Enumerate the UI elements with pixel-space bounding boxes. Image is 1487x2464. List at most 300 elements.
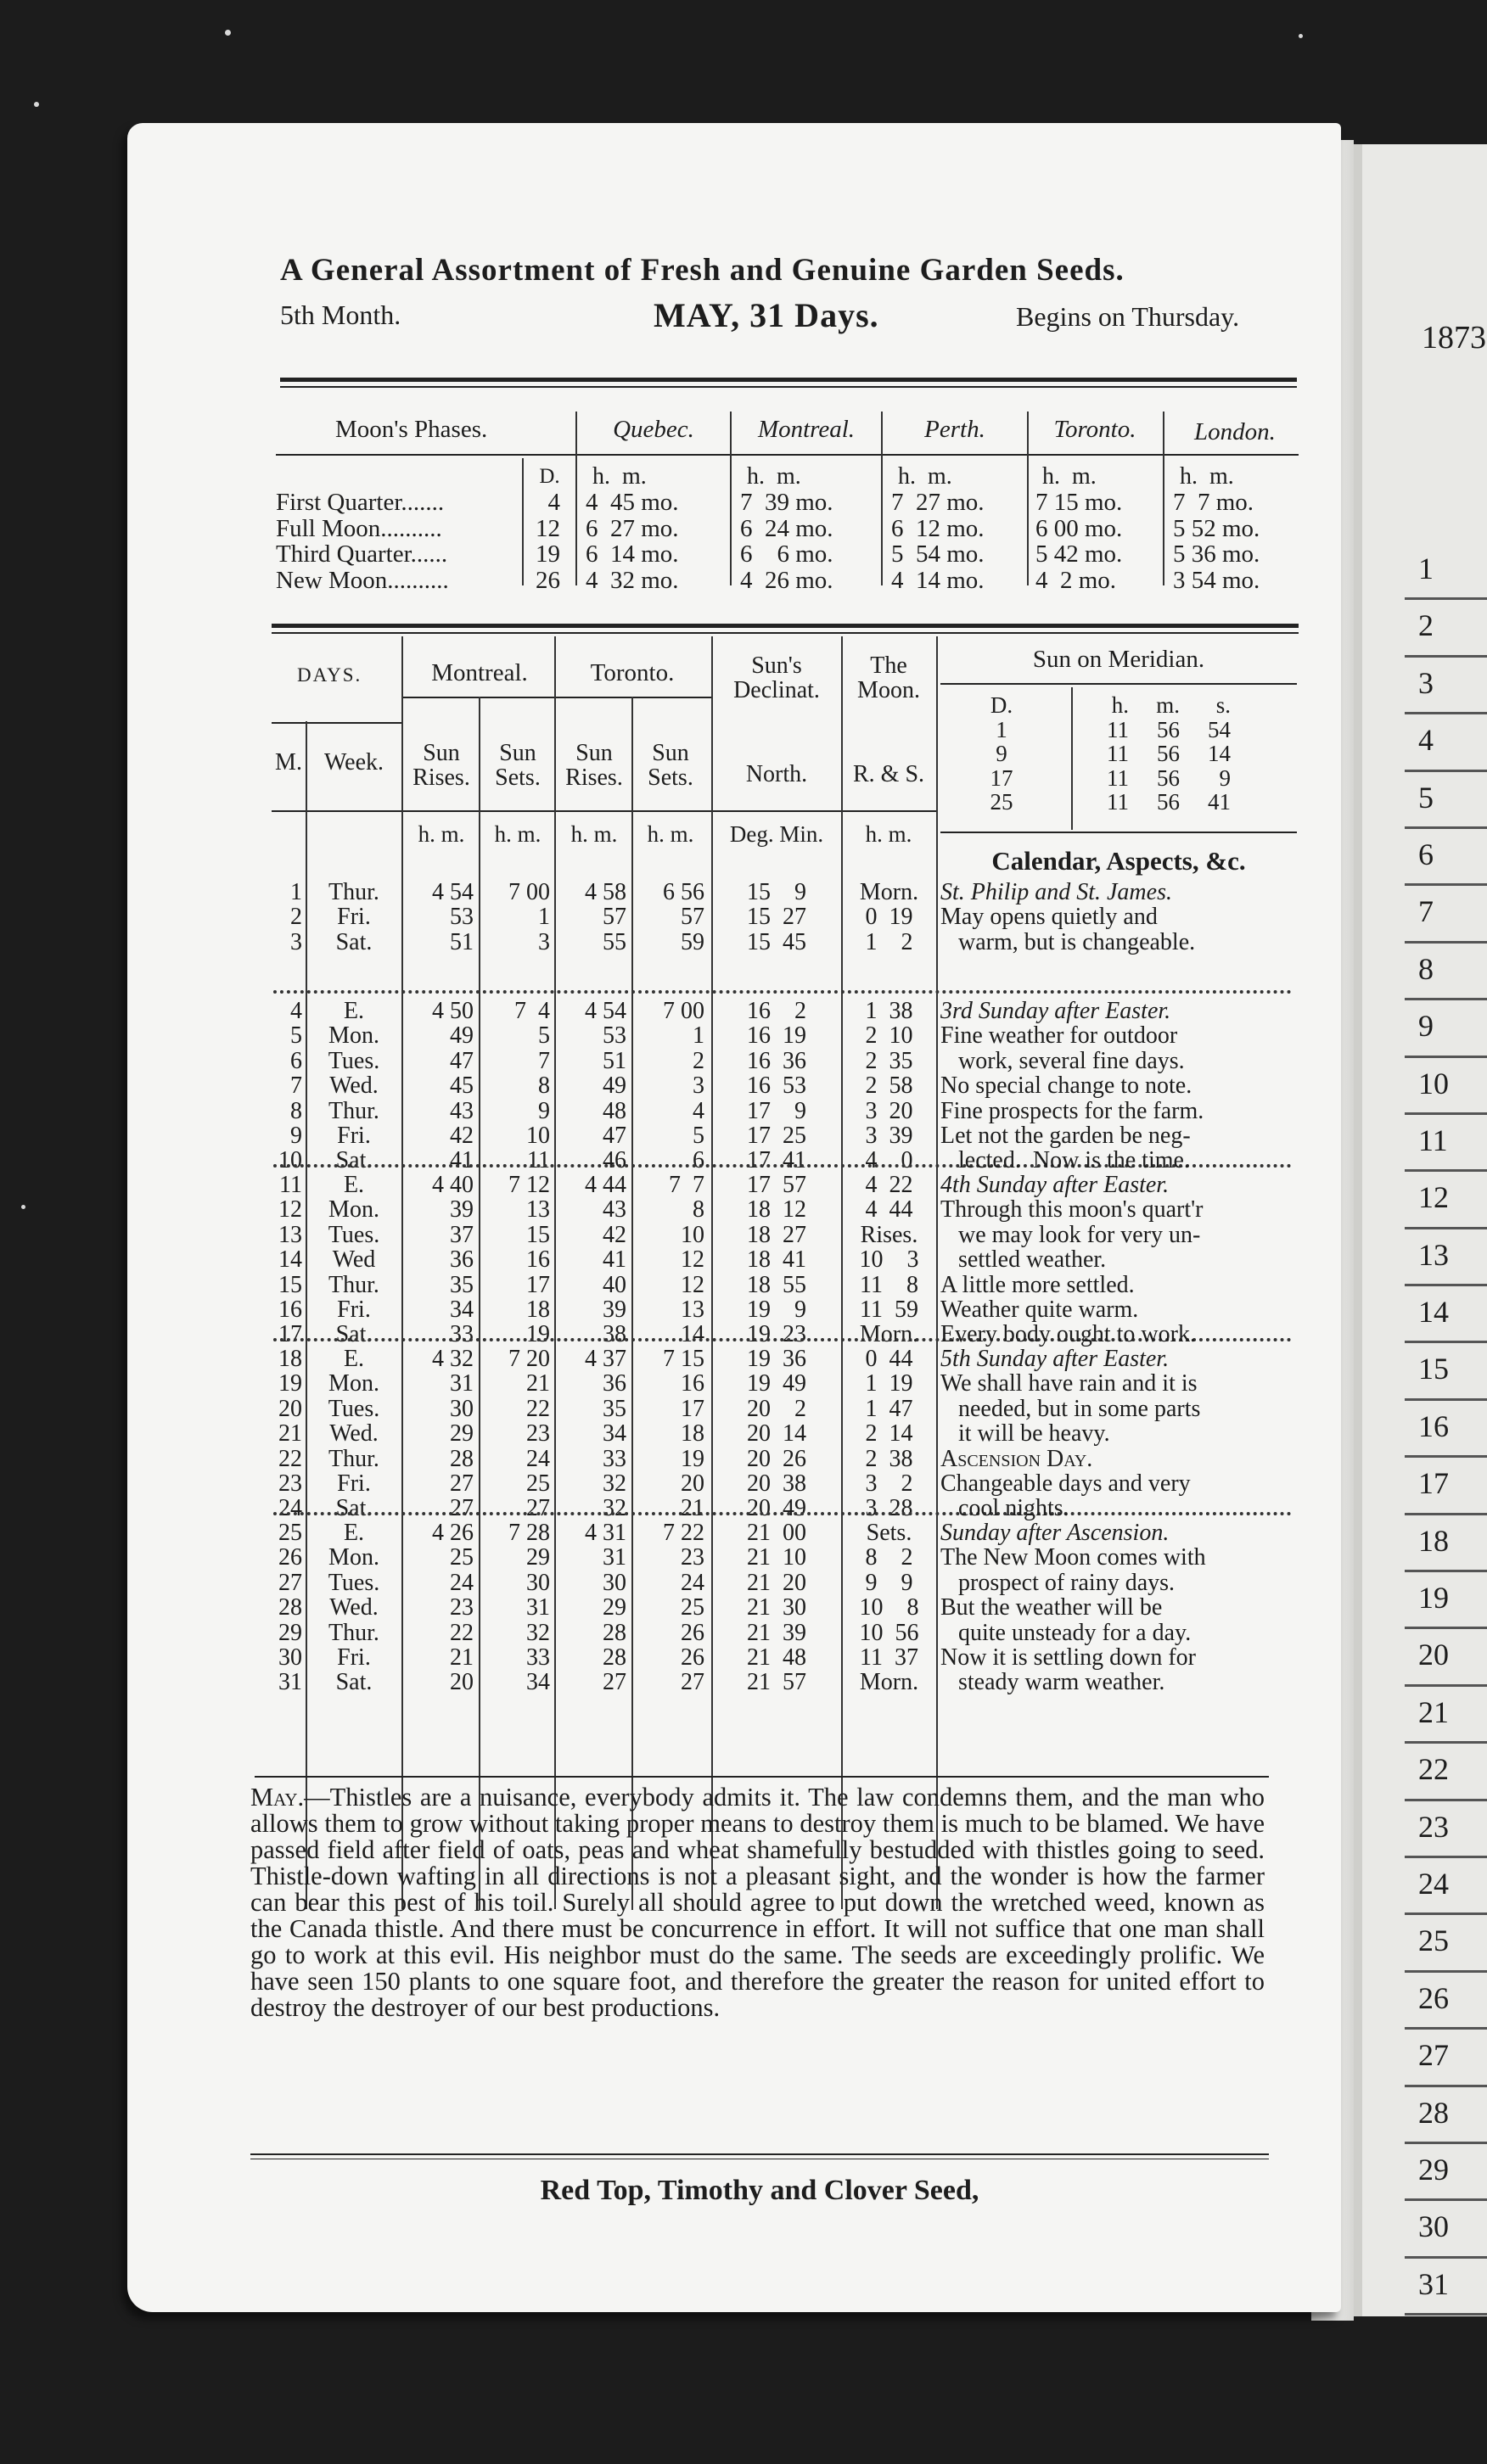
moon-phase-time: 4 26 mo. bbox=[740, 566, 833, 594]
calendar-note-line: work, several fine days. bbox=[940, 1047, 1185, 1074]
day-cell-moon: 3 2 bbox=[865, 1470, 913, 1497]
notes-paragraph bbox=[250, 1784, 1265, 2021]
day-cell-week: Fri. bbox=[337, 1470, 371, 1497]
day-cell-mtl-rise: 4 50 bbox=[432, 998, 474, 1024]
calendar-week-notes bbox=[940, 999, 1297, 1173]
meridian-column-s bbox=[1188, 693, 1231, 815]
moon-phase-time: 7 7 mo. bbox=[1173, 489, 1254, 516]
day-cell-mtl-rise: 22 bbox=[450, 1619, 474, 1646]
notes-lead: May. bbox=[250, 1783, 305, 1812]
facing-page-day: 21 bbox=[1405, 1687, 1487, 1744]
day-cell-mtl-set: 5 bbox=[538, 1022, 550, 1050]
day-cell-decl: 20 2 bbox=[747, 1395, 806, 1422]
day-cell-week: Wed. bbox=[329, 1594, 379, 1621]
day-cell-decl: 18 41 bbox=[747, 1246, 806, 1274]
facing-page-day: 10 bbox=[1405, 1058, 1487, 1115]
day-cell-decl: 16 53 bbox=[747, 1072, 806, 1100]
day-cell-m: 3 bbox=[290, 928, 302, 955]
day-cell-week: Thur. bbox=[328, 1271, 379, 1298]
col-divider bbox=[841, 636, 843, 1909]
facing-page-day: 23 bbox=[1405, 1801, 1487, 1858]
sun-meridian-header: Sun on Meridian. bbox=[1032, 646, 1205, 673]
day-cell-m: 7 bbox=[290, 1072, 302, 1100]
day-cell-m: 28 bbox=[278, 1594, 302, 1621]
city-london: London. bbox=[1194, 418, 1276, 445]
meridian-column-d bbox=[942, 693, 1061, 815]
day-cell-mtl-rise: 41 bbox=[450, 1147, 474, 1174]
moon-phase-time-column bbox=[740, 490, 833, 593]
day-cell-m: 14 bbox=[278, 1246, 302, 1274]
meridian-cell: 11 bbox=[1107, 716, 1129, 742]
meridian-cell: 9 bbox=[996, 741, 1007, 766]
rule-thin bbox=[272, 810, 938, 812]
day-cell-moon: 0 44 bbox=[865, 1346, 913, 1372]
calendar-note-line: But the weather will be bbox=[940, 1594, 1163, 1621]
day-cell-mtl-rise: 20 bbox=[450, 1669, 474, 1696]
day-cell-mtl-set: 7 20 bbox=[508, 1346, 550, 1372]
day-cell-moon: 2 14 bbox=[865, 1420, 913, 1448]
facing-page-day: 24 bbox=[1405, 1858, 1487, 1915]
day-cell-mtl-set: 7 12 bbox=[508, 1172, 550, 1198]
day-cell-mtl-set: 16 bbox=[526, 1246, 550, 1274]
day-cell-tor-rise: 51 bbox=[603, 1047, 626, 1074]
meridian-cell: 25 bbox=[990, 789, 1013, 815]
meridian-cell: m. bbox=[1156, 692, 1180, 718]
facing-page-day: 16 bbox=[1405, 1401, 1487, 1458]
day-cell-mtl-rise: 42 bbox=[450, 1123, 474, 1149]
day-cell-moon: 1 38 bbox=[865, 998, 913, 1024]
day-cell-moon: 10 3 bbox=[859, 1246, 919, 1274]
moon-phase-days bbox=[526, 490, 560, 593]
rule-thin bbox=[403, 697, 713, 698]
calendar-note-line: A little more settled. bbox=[940, 1271, 1135, 1298]
day-cell-mtl-rise: 23 bbox=[450, 1594, 474, 1621]
rule-thin bbox=[940, 683, 1297, 685]
moon-phase-time: 6 27 mo. bbox=[586, 514, 679, 542]
hm-label: h. m. bbox=[418, 821, 465, 847]
day-cell-decl: 16 2 bbox=[747, 998, 806, 1024]
calendar-week-title: 5th Sunday after Easter. bbox=[940, 1346, 1170, 1372]
day-cell-week: Thur. bbox=[328, 1445, 379, 1472]
day-cell-tor-rise: 39 bbox=[603, 1296, 626, 1323]
day-cell-mtl-rise: 36 bbox=[450, 1246, 474, 1274]
moon-phase-time: 4 2 mo. bbox=[1035, 566, 1117, 594]
day-cell-mtl-rise: 30 bbox=[450, 1395, 474, 1422]
day-cell-moon: 10 56 bbox=[859, 1619, 919, 1646]
city-montreal: Montreal. bbox=[757, 416, 856, 443]
day-cell-week: Sat. bbox=[335, 1669, 373, 1696]
moon-phase-name: Third Quarter...... bbox=[276, 540, 448, 568]
day-cell-mtl-set: 7 4 bbox=[514, 998, 550, 1024]
meridian-cell: 9 bbox=[1219, 764, 1231, 791]
facing-page-day: 25 bbox=[1405, 1915, 1487, 1972]
moon-phase-day: 4 bbox=[547, 489, 560, 516]
day-cell-tor-set: 17 bbox=[681, 1395, 704, 1422]
day-cell-tor-rise: 46 bbox=[603, 1147, 626, 1174]
day-cell-moon: 2 58 bbox=[865, 1072, 913, 1100]
hm-label: h. m. bbox=[647, 821, 694, 847]
moon-phase-time: 4 32 mo. bbox=[586, 566, 679, 594]
facing-page-day: 1 bbox=[1405, 543, 1487, 600]
day-cell-decl: 18 12 bbox=[747, 1196, 806, 1224]
hm-label: h. m. bbox=[494, 821, 541, 847]
moon-phase-time: 4 45 mo. bbox=[586, 489, 679, 516]
day-cell-moon: 11 37 bbox=[860, 1644, 918, 1671]
day-cell-moon: 2 10 bbox=[865, 1022, 913, 1050]
meridian-cell: 56 bbox=[1157, 764, 1180, 791]
day-cell-tor-set: 16 bbox=[681, 1370, 704, 1397]
day-cell-decl: 16 19 bbox=[747, 1022, 806, 1050]
day-cell-week: Mon. bbox=[328, 1544, 379, 1571]
day-cell-week: Sat. bbox=[335, 1321, 373, 1348]
day-cell-decl: 20 49 bbox=[747, 1495, 806, 1522]
day-cell-tor-set: 21 bbox=[681, 1495, 704, 1522]
day-cell-mtl-rise: 29 bbox=[450, 1420, 474, 1448]
day-cell-mtl-rise: 43 bbox=[450, 1097, 474, 1124]
moon-header: The Moon. bbox=[857, 652, 920, 703]
facing-page-day: 27 bbox=[1405, 2030, 1487, 2086]
day-cell-mtl-set: 8 bbox=[538, 1072, 550, 1100]
hm-label: h. m. bbox=[898, 463, 952, 490]
day-cell-week: Wed. bbox=[329, 1420, 379, 1448]
day-cell-week: Tues. bbox=[328, 1047, 380, 1074]
day-cell-tor-rise: 27 bbox=[603, 1669, 626, 1696]
day-cell-mtl-set: 24 bbox=[526, 1445, 550, 1472]
week-header: Week. bbox=[323, 749, 384, 776]
day-cell-moon: 3 28 bbox=[865, 1495, 913, 1522]
meridian-cell: 1 bbox=[996, 716, 1007, 742]
calendar-note-line: Fine prospects for the farm. bbox=[940, 1097, 1204, 1124]
day-cell-mtl-set: 13 bbox=[526, 1196, 550, 1224]
day-cell-tor-set: 59 bbox=[681, 928, 704, 955]
day-cell-tor-set: 1 bbox=[693, 1022, 704, 1050]
day-cell-week: Mon. bbox=[328, 1370, 379, 1397]
facing-page-day: 29 bbox=[1405, 2144, 1487, 2201]
facing-page-day: 6 bbox=[1405, 829, 1487, 886]
day-cell-moon: Rises. bbox=[860, 1221, 918, 1248]
moon-phase-time: 6 14 mo. bbox=[586, 540, 679, 568]
day-cell-decl: 15 9 bbox=[747, 879, 806, 905]
day-cell-decl: 16 36 bbox=[747, 1047, 806, 1074]
day-cell-moon: 3 20 bbox=[865, 1097, 913, 1124]
day-cell-decl: 18 27 bbox=[747, 1221, 806, 1248]
day-cell-tor-rise: 4 54 bbox=[585, 998, 626, 1024]
calendar-note-line: settled weather. bbox=[940, 1246, 1107, 1274]
day-cell-week: E. bbox=[343, 1520, 365, 1546]
moon-phase-time-column bbox=[1035, 490, 1122, 593]
day-cell-moon: 9 9 bbox=[865, 1569, 913, 1596]
moon-phase-time: 5 36 mo. bbox=[1173, 540, 1260, 568]
day-cell-mtl-set: 21 bbox=[526, 1370, 550, 1397]
calendar-note-line: Now it is settling down for bbox=[940, 1644, 1196, 1672]
calendar-week-notes bbox=[940, 1520, 1297, 1695]
facing-page-day: 13 bbox=[1405, 1229, 1487, 1286]
day-cell-tor-set: 10 bbox=[681, 1221, 704, 1248]
day-cell-m: 21 bbox=[278, 1420, 302, 1448]
rule-thin bbox=[250, 2153, 1269, 2155]
day-cell-week: Fri. bbox=[337, 1644, 371, 1671]
day-cell-tor-set: 12 bbox=[681, 1271, 704, 1298]
moon-phase-time: 5 42 mo. bbox=[1035, 540, 1123, 568]
calendar-week-notes bbox=[940, 880, 1297, 955]
month-number: 5th Month. bbox=[280, 300, 401, 330]
day-cell-mtl-set: 27 bbox=[526, 1495, 550, 1522]
facing-page bbox=[1354, 144, 1487, 2316]
col-divider bbox=[631, 697, 633, 1910]
day-cell-m: 29 bbox=[278, 1619, 302, 1646]
day-cell-m: 17 bbox=[278, 1321, 302, 1348]
day-cell-m: 22 bbox=[278, 1445, 302, 1472]
facing-page-day-list bbox=[1405, 543, 1487, 2316]
hm-label: h. m. bbox=[747, 463, 801, 490]
day-cell-m: 8 bbox=[290, 1097, 302, 1124]
calendar-note-line: needed, but in some parts bbox=[940, 1395, 1201, 1422]
day-cell-decl: 21 10 bbox=[747, 1544, 806, 1571]
day-cell-m: 9 bbox=[290, 1123, 302, 1149]
facing-page-day: 14 bbox=[1405, 1286, 1487, 1343]
day-cell-mtl-rise: 39 bbox=[450, 1196, 474, 1224]
day-cell-decl: 20 14 bbox=[747, 1420, 806, 1448]
page-title: A General Assortment of Fresh and Genuine Garden Seeds. bbox=[280, 253, 1125, 288]
meridian-cell: D. bbox=[990, 692, 1013, 718]
hm-label: h. m. bbox=[865, 821, 912, 847]
day-cell-tor-rise: 43 bbox=[603, 1196, 626, 1224]
day-cell-mtl-rise: 47 bbox=[450, 1047, 474, 1074]
facing-page-day: 4 bbox=[1405, 714, 1487, 771]
day-cell-mtl-rise: 21 bbox=[450, 1644, 474, 1671]
day-cell-tor-set: 4 bbox=[693, 1097, 704, 1124]
day-cell-mtl-rise: 45 bbox=[450, 1072, 474, 1100]
moon-phase-time: 5 54 mo. bbox=[891, 540, 985, 568]
day-cell-m: 16 bbox=[278, 1296, 302, 1323]
col-divider bbox=[575, 412, 577, 585]
day-cell-moon: 4 44 bbox=[865, 1196, 913, 1224]
moon-phase-names bbox=[276, 490, 449, 593]
day-cell-mtl-set: 19 bbox=[526, 1321, 550, 1348]
day-cell-mtl-set: 17 bbox=[526, 1271, 550, 1298]
facing-page-day: 9 bbox=[1405, 1000, 1487, 1057]
day-cell-tor-set: 7 00 bbox=[663, 998, 704, 1024]
background-speck bbox=[225, 30, 231, 36]
moon-phase-time-column bbox=[891, 490, 985, 593]
day-cell-mtl-rise: 25 bbox=[450, 1544, 474, 1571]
facing-page-day: 18 bbox=[1405, 1515, 1487, 1572]
day-cell-m: 1 bbox=[290, 879, 302, 905]
moon-phase-day: 19 bbox=[536, 540, 560, 568]
day-cell-tor-rise: 57 bbox=[603, 904, 626, 931]
facing-page-year: 1873 bbox=[1422, 320, 1486, 356]
day-cell-week: Sat. bbox=[335, 1495, 373, 1522]
day-cell-tor-rise: 34 bbox=[603, 1420, 626, 1448]
month-begins: Begins on Thursday. bbox=[1016, 301, 1240, 332]
day-cell-tor-set: 12 bbox=[681, 1246, 704, 1274]
day-cell-tor-rise: 48 bbox=[603, 1097, 626, 1124]
day-cell-mtl-rise: 35 bbox=[450, 1271, 474, 1298]
facing-page-day: 26 bbox=[1405, 1973, 1487, 2030]
rule-thin bbox=[255, 1776, 1269, 1778]
toronto-header: Toronto. bbox=[590, 659, 675, 686]
meridian-cell: 56 bbox=[1157, 741, 1180, 766]
calendar-week-notes bbox=[940, 1347, 1297, 1521]
meridian-column-m bbox=[1137, 693, 1180, 815]
meridian-cell: h. bbox=[1111, 692, 1129, 718]
background-speck bbox=[21, 1205, 25, 1209]
day-cell-week: Sat. bbox=[335, 928, 373, 955]
day-cell-mtl-set: 34 bbox=[526, 1669, 550, 1696]
col-divider bbox=[711, 636, 713, 1909]
calendar-note-line: quite unsteady for a day. bbox=[940, 1619, 1192, 1646]
day-cell-decl: 19 49 bbox=[747, 1370, 806, 1397]
day-cell-tor-rise: 47 bbox=[603, 1123, 626, 1149]
day-cell-decl: 21 48 bbox=[747, 1644, 806, 1671]
col-divider bbox=[881, 412, 883, 585]
rule-thin bbox=[276, 454, 1299, 456]
day-cell-mtl-rise: 37 bbox=[450, 1221, 474, 1248]
moon-phase-time: 7 39 mo. bbox=[740, 489, 833, 516]
day-cell-week: Fri. bbox=[337, 1296, 371, 1323]
day-cell-m: 18 bbox=[278, 1346, 302, 1372]
moon-phase-name: First Quarter....... bbox=[276, 489, 445, 516]
col-divider bbox=[401, 636, 403, 1909]
facing-page-day: 19 bbox=[1405, 1572, 1487, 1629]
meridian-cell: 41 bbox=[1208, 789, 1231, 815]
day-cell-decl: 19 23 bbox=[747, 1321, 806, 1348]
day-cell-week: Fri. bbox=[337, 1123, 371, 1149]
meridian-cell: 17 bbox=[990, 764, 1013, 791]
day-cell-m: 19 bbox=[278, 1370, 302, 1397]
day-cell-tor-rise: 41 bbox=[603, 1246, 626, 1274]
day-cell-tor-set: 6 56 bbox=[663, 879, 704, 905]
col-divider bbox=[479, 697, 480, 1910]
day-cell-m: 27 bbox=[278, 1569, 302, 1596]
facing-page-day: 11 bbox=[1405, 1115, 1487, 1172]
facing-page-day: 5 bbox=[1405, 772, 1487, 829]
day-cell-mtl-set: 30 bbox=[526, 1569, 550, 1596]
day-cell-week: Fri. bbox=[337, 904, 371, 931]
moon-phase-time: 5 52 mo. bbox=[1173, 514, 1260, 542]
day-cell-mtl-set: 33 bbox=[526, 1644, 550, 1671]
month-title: MAY, 31 Days. bbox=[654, 296, 879, 334]
meridian-cell: s. bbox=[1215, 692, 1231, 718]
day-cell-moon: 1 47 bbox=[865, 1395, 913, 1422]
calendar-note-line: Ascension Day. bbox=[940, 1445, 1093, 1472]
day-cell-tor-rise: 36 bbox=[603, 1370, 626, 1397]
day-cell-tor-rise: 28 bbox=[603, 1619, 626, 1646]
mtl-sunrise-header: Sun Rises. bbox=[412, 740, 470, 791]
moon-phase-time-column bbox=[586, 490, 679, 593]
day-cell-week: Mon. bbox=[328, 1196, 379, 1224]
day-cell-decl: 17 57 bbox=[747, 1172, 806, 1198]
calendar-note-line: we may look for very un- bbox=[940, 1221, 1201, 1248]
calendar-note-line: prospect of rainy days. bbox=[940, 1569, 1176, 1596]
day-cell-m: 4 bbox=[290, 998, 302, 1024]
day-cell-tor-set: 26 bbox=[681, 1619, 704, 1646]
day-cell-moon: 11 8 bbox=[860, 1271, 918, 1298]
day-cell-moon: 2 38 bbox=[865, 1445, 913, 1472]
calendar-note-line: lected. Now is the time. bbox=[940, 1147, 1190, 1174]
day-cell-tor-set: 13 bbox=[681, 1296, 704, 1323]
day-cell-tor-rise: 29 bbox=[603, 1594, 626, 1621]
col-divider bbox=[522, 458, 524, 585]
day-cell-mtl-set: 7 00 bbox=[508, 879, 550, 905]
day-cell-moon: 0 19 bbox=[865, 904, 913, 931]
hm-label: h. m. bbox=[570, 821, 618, 847]
calendar-note-line: Changeable days and very bbox=[940, 1470, 1191, 1498]
facing-page-day: 12 bbox=[1405, 1172, 1487, 1229]
day-cell-m: 20 bbox=[278, 1395, 302, 1422]
day-cell-tor-set: 20 bbox=[681, 1470, 704, 1497]
day-cell-week: Wed bbox=[332, 1246, 376, 1274]
day-cell-m: 31 bbox=[278, 1669, 302, 1696]
day-cell-mtl-set: 11 bbox=[527, 1147, 550, 1174]
rule-thin bbox=[272, 722, 403, 724]
calendar-note-line: Let not the garden be neg- bbox=[940, 1123, 1191, 1150]
moon-phases-header: Moon's Phases. bbox=[335, 416, 488, 443]
day-cell-mtl-set: 29 bbox=[526, 1544, 550, 1571]
week-separator bbox=[273, 990, 1292, 994]
calendar-note-line: steady warm weather. bbox=[940, 1669, 1165, 1696]
day-cell-m: 2 bbox=[290, 904, 302, 931]
day-cell-tor-set: 19 bbox=[681, 1445, 704, 1472]
day-cell-tor-set: 57 bbox=[681, 904, 704, 931]
day-cell-tor-set: 6 bbox=[693, 1147, 704, 1174]
day-cell-mtl-set: 18 bbox=[526, 1296, 550, 1323]
day-cell-tor-set: 23 bbox=[681, 1544, 704, 1571]
facing-page-day: 2 bbox=[1405, 600, 1487, 657]
facing-page-day: 28 bbox=[1405, 2087, 1487, 2144]
day-cell-decl: 21 30 bbox=[747, 1594, 806, 1621]
day-cell-week: Tues. bbox=[328, 1395, 380, 1422]
day-cell-mtl-set: 32 bbox=[526, 1619, 550, 1646]
day-cell-week: E. bbox=[343, 1346, 365, 1372]
day-cell-m: 24 bbox=[278, 1495, 302, 1522]
moon-phase-name: New Moon.......... bbox=[276, 566, 449, 594]
day-cell-tor-set: 2 bbox=[693, 1047, 704, 1074]
calendar-week-title: 4th Sunday after Easter. bbox=[940, 1172, 1170, 1198]
day-cell-tor-rise: 31 bbox=[603, 1544, 626, 1571]
day-cell-week: Mon. bbox=[328, 1022, 379, 1050]
day-cell-mtl-set: 1 bbox=[538, 904, 550, 931]
day-cell-mtl-set: 23 bbox=[526, 1420, 550, 1448]
moon-phase-day: 12 bbox=[536, 514, 560, 542]
moon-phase-time: 7 27 mo. bbox=[891, 489, 985, 516]
day-cell-week: E. bbox=[343, 1172, 365, 1198]
calendar-note-line: No special change to note. bbox=[940, 1072, 1192, 1100]
meridian-cell: 11 bbox=[1107, 764, 1129, 791]
calendar-header: Calendar, Aspects, &c. bbox=[991, 846, 1246, 876]
day-cell-decl: 19 9 bbox=[747, 1296, 806, 1323]
day-cell-mtl-rise: 4 54 bbox=[432, 879, 474, 905]
day-cell-m: 25 bbox=[278, 1520, 302, 1546]
day-cell-mtl-rise: 34 bbox=[450, 1296, 474, 1323]
col-divider bbox=[554, 636, 556, 1909]
day-cell-moon: 4 0 bbox=[865, 1147, 913, 1174]
calendar-note-line: Through this moon's quart'r bbox=[940, 1196, 1204, 1224]
day-cell-mtl-set: 3 bbox=[538, 928, 550, 955]
day-cell-week: Tues. bbox=[328, 1221, 380, 1248]
day-cell-tor-rise: 38 bbox=[603, 1321, 626, 1348]
meridian-column-h bbox=[1086, 693, 1129, 815]
day-cell-tor-rise: 35 bbox=[603, 1395, 626, 1422]
calendar-note-line: warm, but is changeable. bbox=[940, 928, 1196, 955]
day-cell-decl: 17 9 bbox=[747, 1097, 806, 1124]
day-cell-week: Sat. bbox=[335, 1147, 373, 1174]
calendar-week-notes bbox=[940, 1173, 1297, 1347]
day-cell-tor-rise: 28 bbox=[603, 1644, 626, 1671]
notes-text: —Thistles are a nuisance, everybody admits it. The law condemns them, and the man who allows them to grow without taking proper means to destroy them is much to be blamed. We have passed field after field of oats, peas and wheat shamefully bestudded with thistles going to seed. Thistle-down wafting in all directions is not a pleasant sight, and the wonder is how the farmer can bear this pest of his toil. Surely all should agree to put down the wretched weed, known as the Canada thistle. And there must be concurrence in effort. It will not suffice that one man shall go to work at this evil. His neighbor must do the same. The seeds are exceedingly prolific. We have seen 150 plants to one square foot, and therefore the greater the reason for united effort to destroy the destroyer of our best productions. bbox=[250, 1783, 1265, 2022]
day-cell-tor-set: 24 bbox=[681, 1569, 704, 1596]
day-cell-week: Wed. bbox=[329, 1072, 379, 1100]
